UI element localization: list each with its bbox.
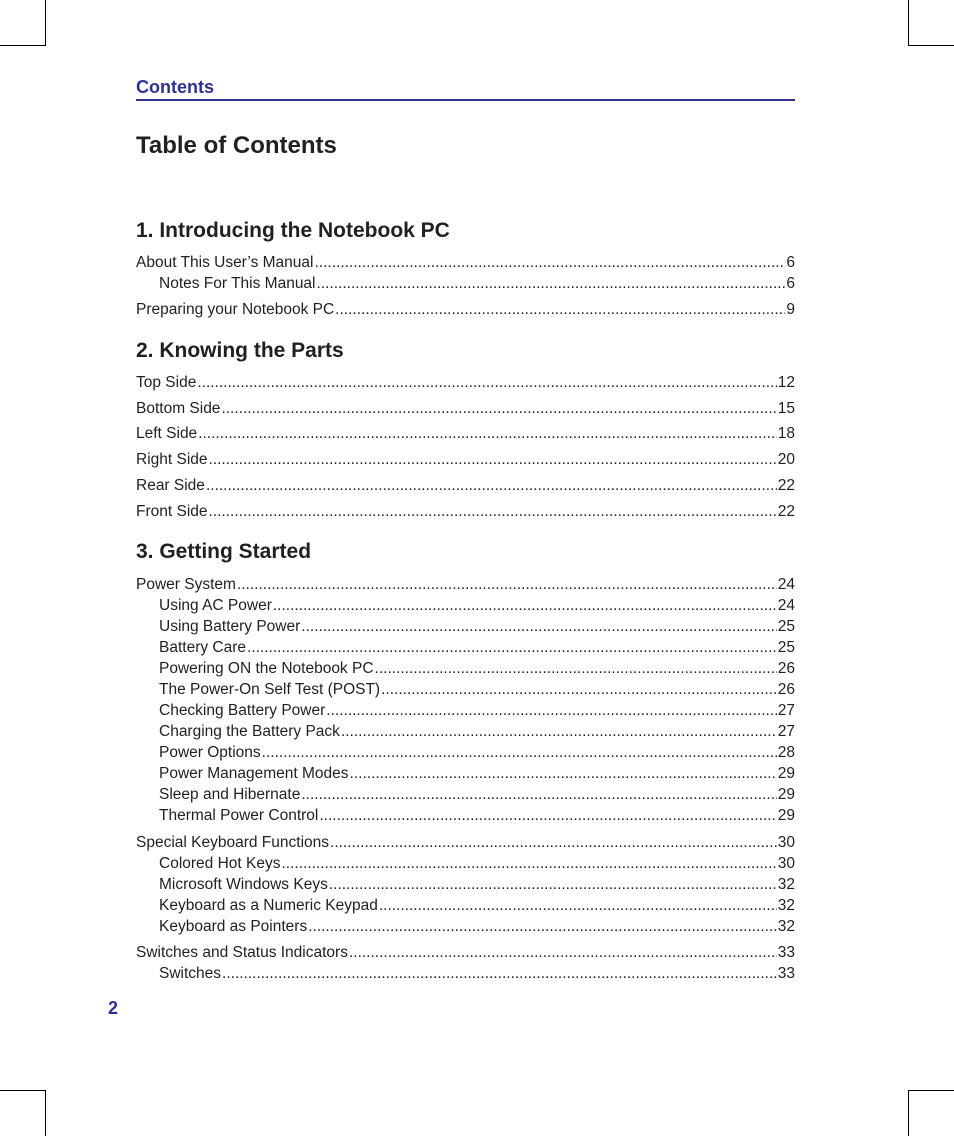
toc-entry[interactable]: [159, 274, 795, 294]
dot-leader: [330, 833, 777, 853]
dot-leader: [349, 943, 777, 963]
toc-entry-page: 33: [777, 965, 795, 982]
section-heading-2: 2. Knowing the Parts: [136, 339, 344, 362]
toc-entry-page: 32: [777, 897, 795, 914]
toc-entry[interactable]: [159, 722, 795, 742]
header-rule: [136, 99, 795, 101]
toc-entry-page: 22: [777, 477, 795, 494]
toc-entry[interactable]: [159, 806, 795, 826]
section-heading-3: 3. Getting Started: [136, 540, 312, 563]
page-number: 2: [108, 998, 119, 1018]
toc-entry[interactable]: [136, 476, 795, 496]
toc-entry-page: 26: [777, 660, 795, 677]
toc-entry[interactable]: [159, 680, 795, 700]
toc-entry[interactable]: [159, 596, 795, 616]
toc-entry-title: Checking Battery Power: [159, 702, 326, 719]
dot-leader: [375, 659, 777, 679]
toc-entry-title: Keyboard as Pointers: [159, 918, 308, 935]
page-title: Table of Contents: [136, 132, 337, 159]
dot-leader: [301, 617, 776, 637]
dot-leader: [197, 373, 776, 393]
dot-leader: [198, 424, 777, 444]
toc-entry-title: Right Side: [136, 451, 208, 468]
crop-mark-bottom-left-h: [0, 1090, 46, 1091]
dot-leader: [341, 722, 777, 742]
crop-mark-top-right-h: [908, 45, 954, 46]
toc-entry[interactable]: [159, 638, 795, 658]
dot-leader: [281, 854, 776, 874]
toc-entry[interactable]: [136, 300, 795, 320]
section-heading-1: 1. Introducing the Notebook PC: [136, 219, 450, 242]
toc-entry[interactable]: [159, 617, 795, 637]
toc-entry-title: Sleep and Hibernate: [159, 786, 301, 803]
toc-entry-page: 25: [777, 639, 795, 656]
dot-leader: [221, 399, 776, 419]
toc-entry-page: 6: [786, 254, 795, 271]
crop-mark-top-left-h: [0, 45, 46, 46]
toc-entry-page: 33: [777, 944, 795, 961]
crop-mark-bottom-right-v: [908, 1090, 909, 1136]
toc-entry[interactable]: [136, 424, 795, 444]
dot-leader: [206, 476, 777, 496]
toc-entry[interactable]: [136, 373, 795, 393]
toc-entry[interactable]: [159, 743, 795, 763]
toc-entry-title: Notes For This Manual: [159, 275, 316, 292]
toc-entry-page: 20: [777, 451, 795, 468]
toc-entry-page: 9: [786, 301, 795, 318]
toc-entry-title: Top Side: [136, 374, 197, 391]
dot-leader: [237, 575, 777, 595]
toc-entry[interactable]: [136, 833, 795, 853]
toc-entry[interactable]: [136, 575, 795, 595]
toc-entry-title: Power Management Modes: [159, 765, 349, 782]
dot-leader: [222, 964, 777, 984]
crop-mark-top-right-v: [908, 0, 909, 46]
toc-entry[interactable]: [159, 764, 795, 784]
dot-leader: [209, 502, 777, 522]
toc-entry-title: Powering ON the Notebook PC: [159, 660, 374, 677]
toc-entry-page: 22: [777, 503, 795, 520]
toc-entry-title: Battery Care: [159, 639, 247, 656]
toc-entry-page: 30: [777, 834, 795, 851]
toc-entry[interactable]: [136, 943, 795, 963]
toc-entry-title: Special Keyboard Functions: [136, 834, 330, 851]
toc-entry-page: 27: [777, 702, 795, 719]
toc-entry-title: Using AC Power: [159, 597, 272, 614]
toc-entry-page: 24: [777, 597, 795, 614]
toc-entry-title: The Power-On Self Test (POST): [159, 681, 381, 698]
toc-entry-title: Rear Side: [136, 477, 205, 494]
dot-leader: [379, 896, 777, 916]
toc-entry-page: 18: [777, 425, 795, 442]
toc-entry[interactable]: [136, 399, 795, 419]
toc-entry-title: Switches: [159, 965, 222, 982]
toc-entry[interactable]: [136, 502, 795, 522]
toc-entry[interactable]: [136, 450, 795, 470]
toc-entry-title: Power System: [136, 576, 236, 593]
toc-entry-title: Bottom Side: [136, 400, 221, 417]
toc-entry-title: About This User’s Manual: [136, 254, 314, 271]
toc-entry-title: Switches and Status Indicators: [136, 944, 348, 961]
dot-leader: [350, 764, 777, 784]
dot-leader: [335, 300, 785, 320]
dot-leader: [247, 638, 777, 658]
dot-leader: [308, 917, 777, 937]
dot-leader: [314, 253, 785, 273]
toc-entry-page: 32: [777, 918, 795, 935]
toc-entry-page: 26: [777, 681, 795, 698]
toc-entry[interactable]: [159, 964, 795, 984]
toc-entry-page: 24: [777, 576, 795, 593]
toc-entry[interactable]: [136, 253, 795, 273]
toc-entry-page: 29: [777, 765, 795, 782]
dot-leader: [326, 701, 776, 721]
toc-entry[interactable]: [159, 701, 795, 721]
toc-entry-page: 12: [777, 374, 795, 391]
toc-entry-page: 28: [777, 744, 795, 761]
toc-entry-title: Front Side: [136, 503, 208, 520]
dot-leader: [273, 596, 777, 616]
toc-entry-title: Preparing your Notebook PC: [136, 301, 335, 318]
dot-leader: [262, 743, 777, 763]
dot-leader: [301, 785, 776, 805]
toc-entry[interactable]: [159, 785, 795, 805]
toc-entry[interactable]: [159, 917, 795, 937]
toc-entry-page: 29: [777, 786, 795, 803]
toc-entry-page: 32: [777, 876, 795, 893]
dot-leader: [381, 680, 777, 700]
toc-entry-title: Power Options: [159, 744, 261, 761]
toc-entry-page: 25: [777, 618, 795, 635]
dot-leader: [329, 875, 777, 895]
toc-entry[interactable]: [159, 875, 795, 895]
toc-entry-title: Left Side: [136, 425, 198, 442]
crop-mark-bottom-right-h: [908, 1090, 954, 1091]
toc-entry-page: 27: [777, 723, 795, 740]
running-header: Contents: [136, 77, 214, 97]
toc-entry-title: Keyboard as a Numeric Keypad: [159, 897, 378, 914]
crop-mark-top-left-v: [45, 0, 46, 46]
toc-entry-page: 29: [777, 807, 795, 824]
toc-entry-page: 30: [777, 855, 795, 872]
crop-mark-bottom-left-v: [45, 1090, 46, 1136]
dot-leader: [209, 450, 777, 470]
toc-entry-title: Microsoft Windows Keys: [159, 876, 328, 893]
toc-entry-title: Using Battery Power: [159, 618, 301, 635]
dot-leader: [317, 274, 786, 294]
toc-entry-title: Charging the Battery Pack: [159, 723, 340, 740]
toc-entry[interactable]: [159, 854, 795, 874]
toc-entry[interactable]: [159, 659, 795, 679]
toc-entry-title: Colored Hot Keys: [159, 855, 281, 872]
dot-leader: [319, 806, 776, 826]
toc-entry-page: 6: [786, 275, 795, 292]
toc-entry[interactable]: [159, 896, 795, 916]
toc-entry-page: 15: [777, 400, 795, 417]
toc-entry-title: Thermal Power Control: [159, 807, 319, 824]
